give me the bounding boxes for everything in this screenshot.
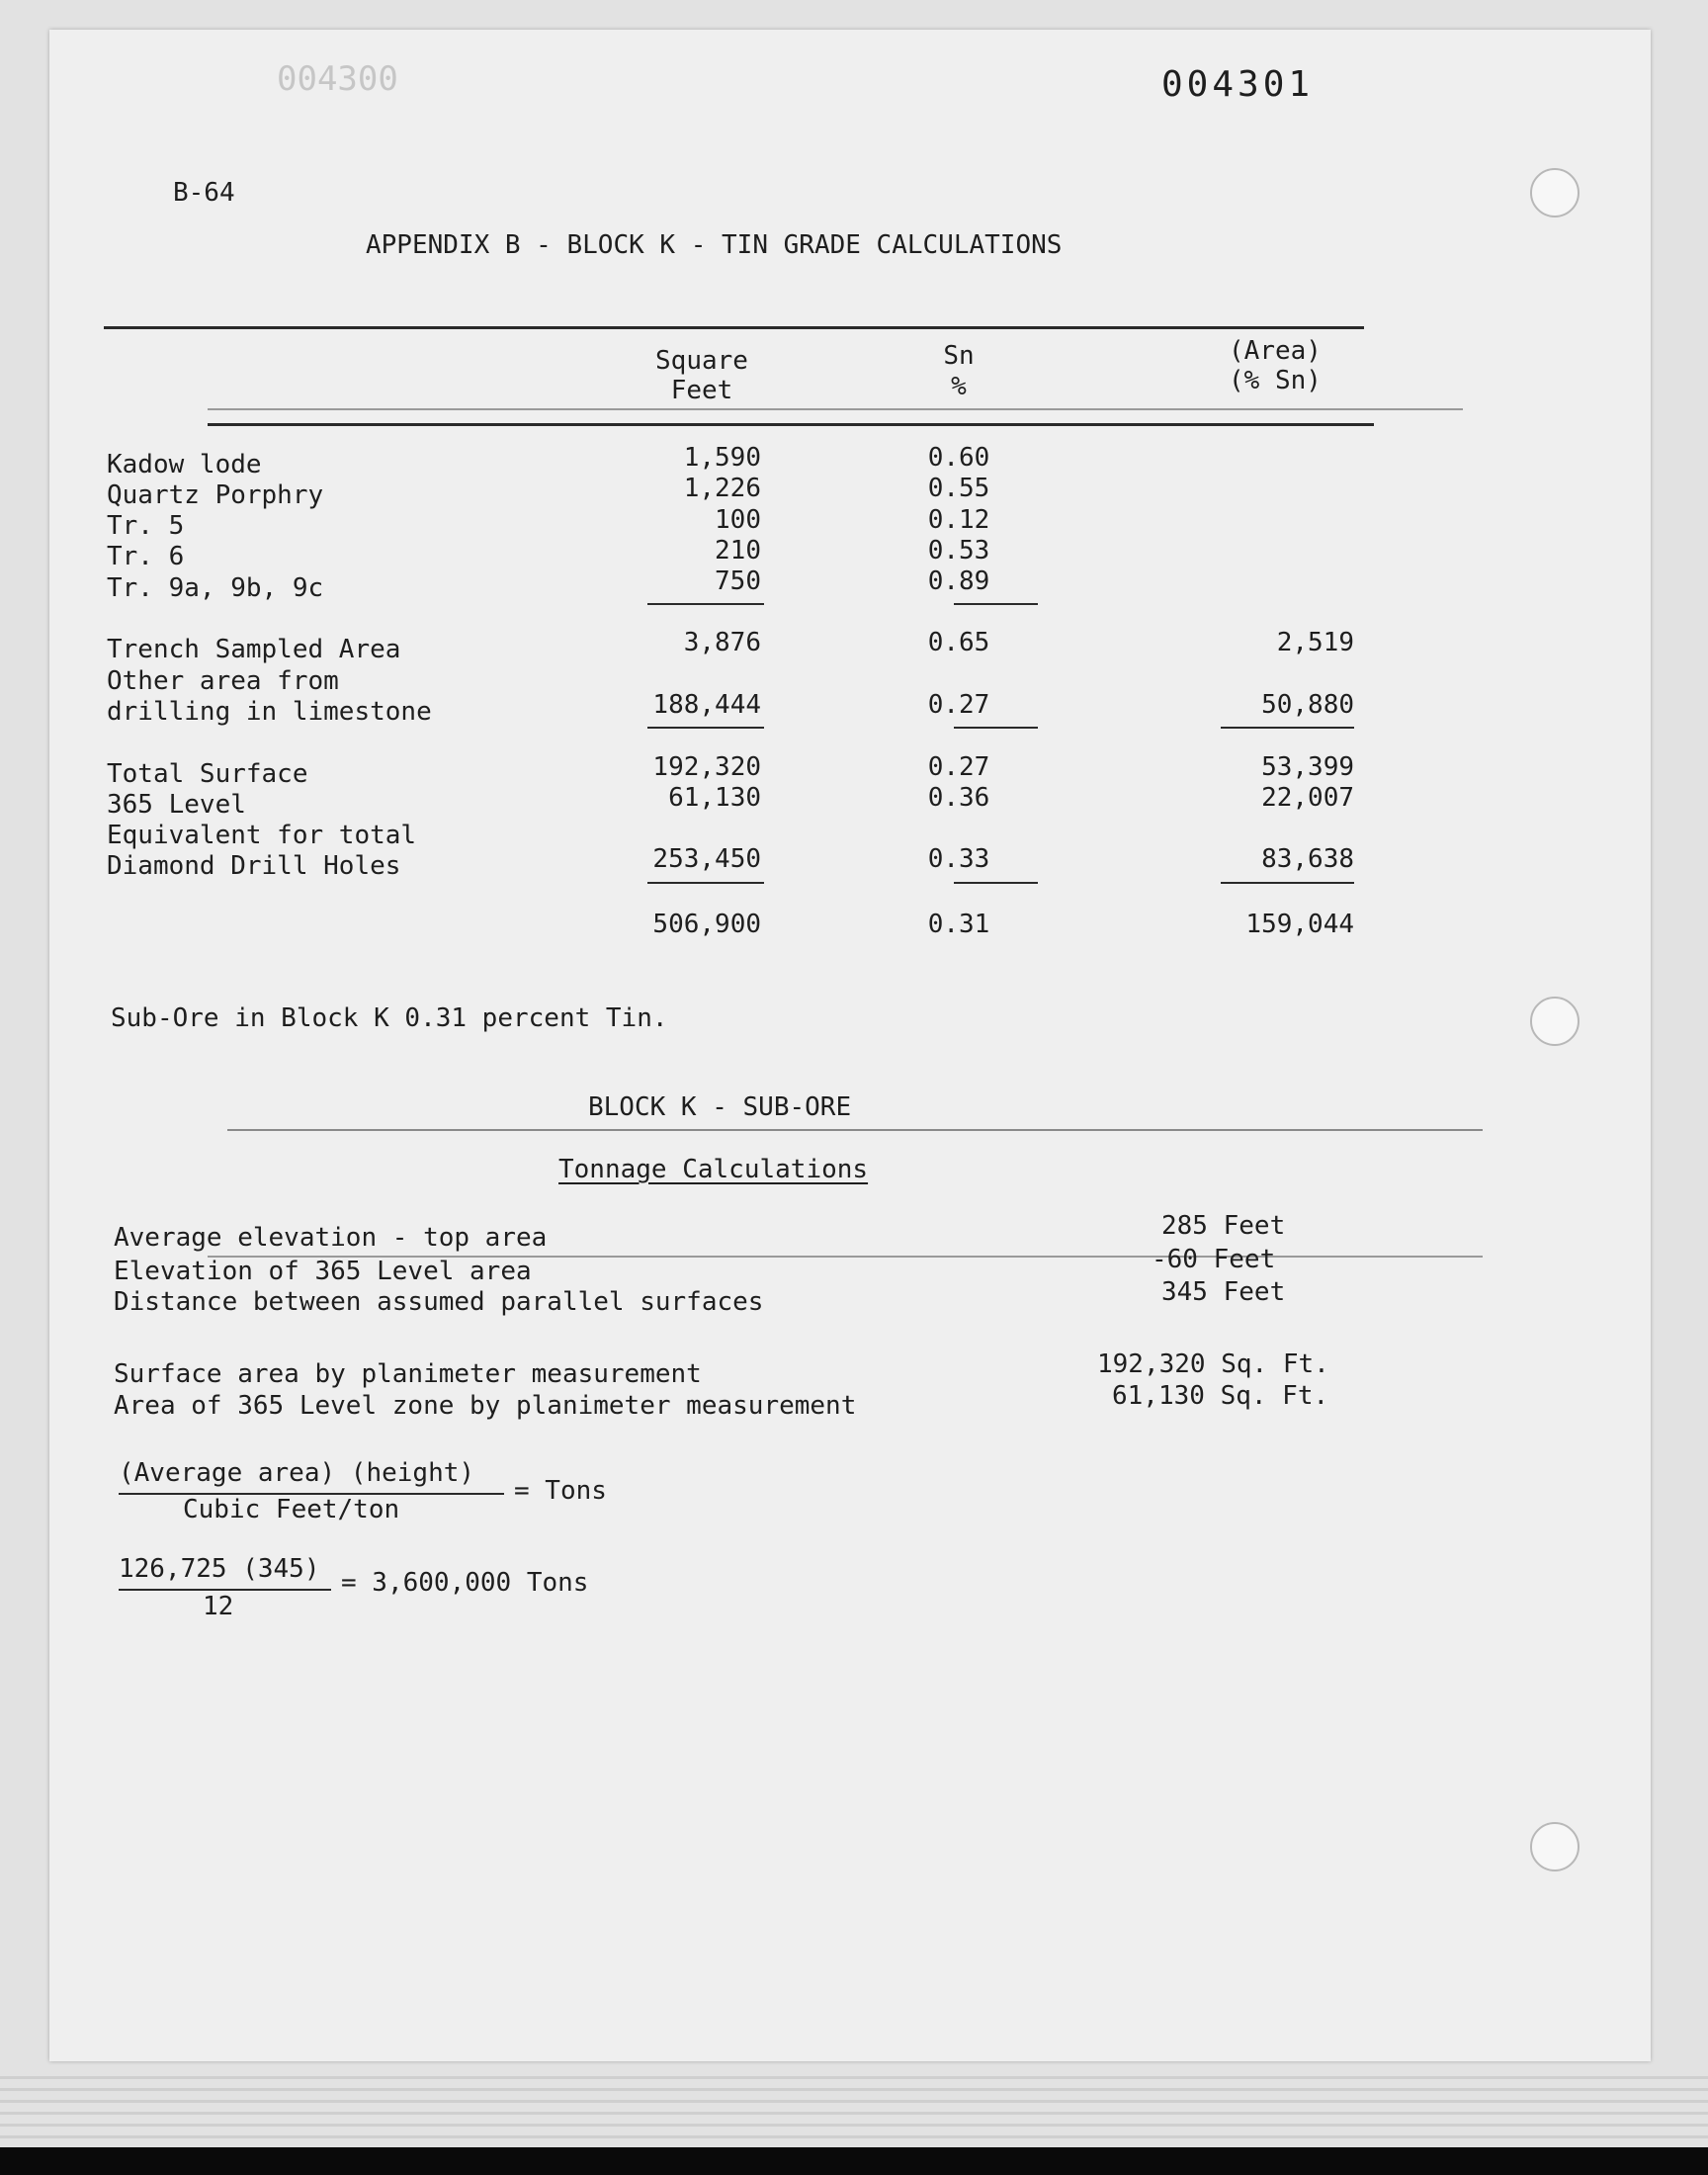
punch-hole — [1530, 168, 1580, 218]
header-bottom-rule — [208, 423, 1374, 426]
page-title: APPENDIX B - BLOCK K - TIN GRADE CALCULATIONS — [366, 230, 1063, 260]
page-code: B-64 — [173, 178, 235, 208]
scanner-stripe — [0, 2100, 1708, 2103]
tonnage-value: 285 Feet — [1161, 1211, 1286, 1241]
formula-denominator: Cubic Feet/ton — [183, 1495, 400, 1524]
row-sn-percent: 0.36 — [927, 783, 990, 813]
row-sn-percent: 0.53 — [927, 536, 990, 566]
tonnage-label: Distance between assumed parallel surfaces — [114, 1287, 764, 1317]
row-sn-percent: 0.89 — [927, 566, 990, 596]
header-thin-rule — [208, 408, 1463, 410]
row-area-sn: 22,007 — [1261, 783, 1354, 813]
header-sn-percent: % — [951, 372, 967, 401]
document-number: 004301 — [1161, 64, 1315, 105]
row-square-feet: 3,876 — [683, 628, 761, 657]
tonnage-value: -60 Feet — [1152, 1245, 1276, 1274]
tonnage-label: Surface area by planimeter measurement — [114, 1359, 702, 1389]
row-area-sn: 2,519 — [1276, 628, 1354, 657]
row-label: 365 Level — [107, 790, 246, 820]
row-square-feet: 253,450 — [652, 844, 761, 874]
subtotal-rule-area — [1221, 727, 1354, 729]
header-area-sn: (% Sn) — [1229, 366, 1322, 395]
row-square-feet: 192,320 — [652, 752, 761, 782]
row-label: drilling in limestone — [107, 697, 432, 727]
row-sn-percent: 0.27 — [927, 690, 990, 720]
sub-ore-note: Sub-Ore in Block K 0.31 percent Tin. — [111, 1003, 668, 1033]
scanner-stripe — [0, 2076, 1708, 2079]
row-square-feet: 1,590 — [683, 443, 761, 473]
total-rule-sqft — [647, 882, 764, 884]
scanner-stripe — [0, 2088, 1708, 2091]
row-sn-percent: 0.12 — [927, 505, 990, 535]
row-label: Trench Sampled Area — [107, 635, 401, 664]
subtotal-rule-sn — [954, 603, 1038, 605]
row-label: Other area from — [107, 666, 339, 696]
table-top-rule — [104, 326, 1364, 329]
calc-fraction-bar — [119, 1589, 331, 1591]
row-label: Tr. 5 — [107, 511, 185, 541]
row-label: Tr. 6 — [107, 542, 185, 571]
tonnage-value: 345 Feet — [1161, 1277, 1286, 1307]
tonnage-label: Average elevation - top area — [114, 1223, 548, 1253]
tonnage-label: Area of 365 Level zone by planimeter measurement — [114, 1391, 857, 1421]
row-square-feet: 61,130 — [668, 783, 761, 813]
row-sn-percent: 0.60 — [927, 443, 990, 473]
row-area-sn: 50,880 — [1261, 690, 1354, 720]
punch-hole — [1530, 997, 1580, 1046]
punch-hole — [1530, 1822, 1580, 1871]
grand-total-sn-percent: 0.31 — [927, 910, 990, 939]
tonnage-label: Elevation of 365 Level area — [114, 1257, 532, 1286]
calc-denominator: 12 — [203, 1592, 234, 1621]
scanner-border — [0, 2147, 1708, 2175]
scanner-stripe — [0, 2112, 1708, 2115]
row-sn-percent: 0.65 — [927, 628, 990, 657]
row-label: Total Surface — [107, 759, 308, 789]
row-sn-percent: 0.33 — [927, 844, 990, 874]
subtotal-rule-sqft — [647, 603, 764, 605]
formula-result: = Tons — [514, 1476, 607, 1506]
tonnage-heading: Tonnage Calculations — [558, 1155, 869, 1184]
scanner-stripe — [0, 2135, 1708, 2138]
row-square-feet: 188,444 — [652, 690, 761, 720]
row-label: Tr. 9a, 9b, 9c — [107, 573, 324, 603]
row-label: Diamond Drill Holes — [107, 851, 401, 881]
row-label: Quartz Porphry — [107, 480, 324, 510]
row-sn-percent: 0.55 — [927, 474, 990, 503]
row-area-sn: 83,638 — [1261, 844, 1354, 874]
row-square-feet: 1,226 — [683, 474, 761, 503]
row-square-feet: 210 — [715, 536, 761, 566]
document-page — [49, 30, 1651, 2061]
section-title: BLOCK K - SUB-ORE — [588, 1092, 852, 1122]
row-square-feet: 100 — [715, 505, 761, 535]
calc-result: = 3,600,000 Tons — [341, 1568, 589, 1598]
subtotal-rule-sn — [954, 727, 1038, 729]
section-rule — [227, 1129, 1483, 1131]
row-label: Equivalent for total — [107, 821, 417, 850]
calc-numerator: 126,725 (345) — [119, 1554, 320, 1584]
header-area: (Area) — [1229, 336, 1322, 366]
total-rule-area — [1221, 882, 1354, 884]
header-sn: Sn — [943, 341, 975, 371]
row-square-feet: 750 — [715, 566, 761, 596]
tonnage-value: 192,320 Sq. Ft. — [1097, 1349, 1329, 1379]
grand-total-square-feet: 506,900 — [652, 910, 761, 939]
total-rule-sn — [954, 882, 1038, 884]
scanner-stripe — [0, 2124, 1708, 2127]
ghost-document-number: 004300 — [277, 59, 398, 99]
row-area-sn: 53,399 — [1261, 752, 1354, 782]
header-square: Square — [655, 346, 748, 376]
subtotal-rule-sqft — [647, 727, 764, 729]
row-sn-percent: 0.27 — [927, 752, 990, 782]
formula-numerator: (Average area) (height) — [119, 1458, 475, 1488]
grand-total-area-sn: 159,044 — [1245, 910, 1354, 939]
header-feet: Feet — [670, 376, 733, 405]
tonnage-value: 61,130 Sq. Ft. — [1112, 1381, 1329, 1411]
row-label: Kadow lode — [107, 450, 262, 479]
